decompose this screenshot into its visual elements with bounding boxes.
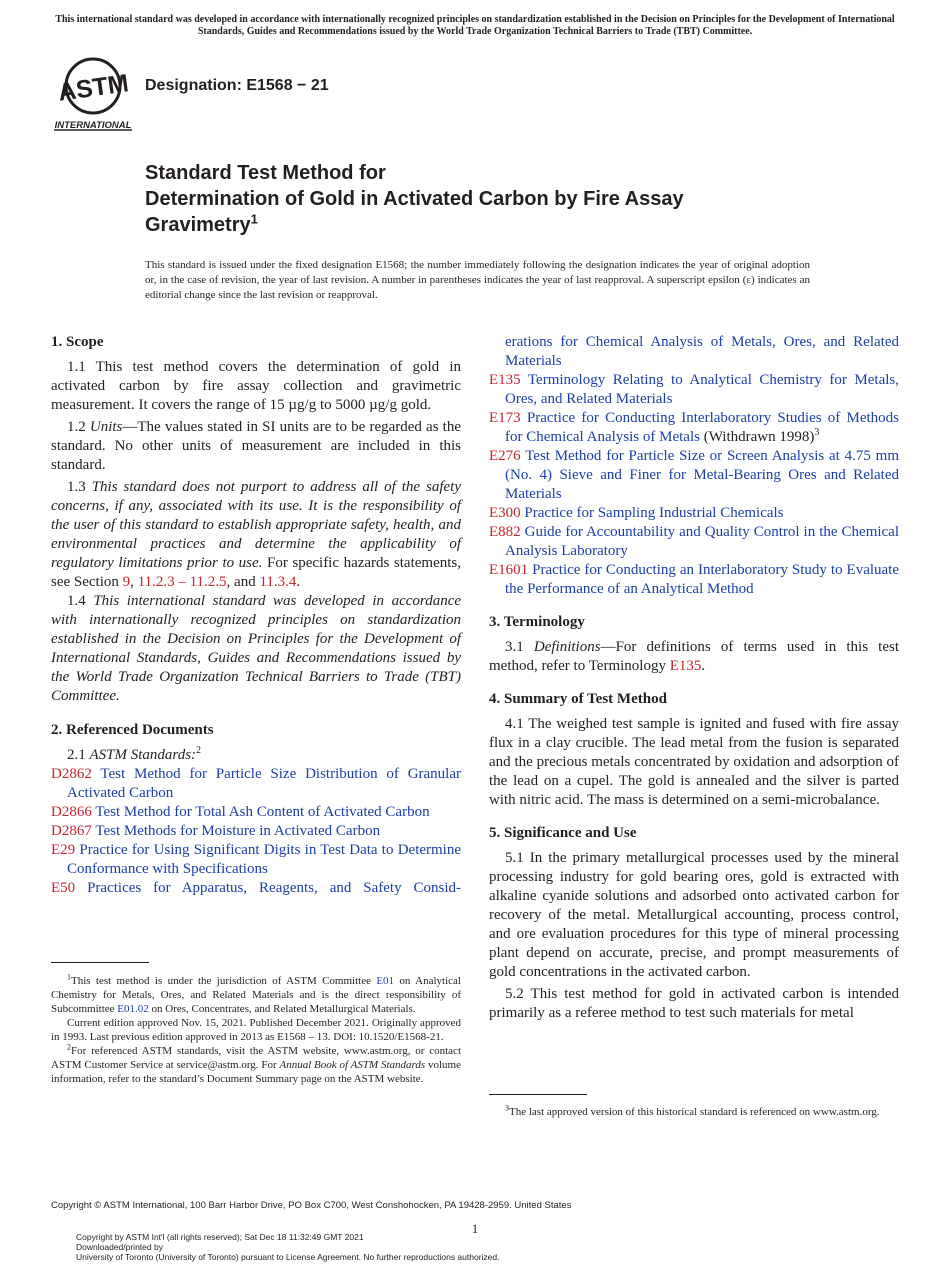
ref-item-e135[interactable] <box>489 371 899 409</box>
footnote-mark-3[interactable]: 3 <box>814 427 820 438</box>
scope-1-3 <box>51 478 461 592</box>
ref-code[interactable]: D2867 <box>51 823 92 839</box>
link-subcommittee-e01-02[interactable]: E01.02 <box>117 1003 149 1015</box>
ref-item-d2867[interactable] <box>51 822 461 841</box>
astm-standards-label <box>51 746 461 765</box>
scope-1-2-em: Units <box>89 419 123 435</box>
ref-sub-num: 2.1 <box>67 747 90 763</box>
title-line-1: Standard Test Method for <box>145 162 386 184</box>
fn1-text-c: on Ores, Concentrates, and Related Metallurgical Materials. <box>148 1003 416 1015</box>
scope-1-4-num: 1.4 <box>67 593 94 609</box>
designation: Designation: E1568 − 21 <box>145 77 329 94</box>
title-line-2: Determination of Gold in Activated Carbon by Fire Assay <box>145 188 684 210</box>
left-footnotes <box>51 974 461 1086</box>
fn2-em: Annual Book of ASTM Standards <box>279 1059 426 1071</box>
fn1-text-a: This test method is under the jurisdiction of ASTM Committee <box>71 975 377 987</box>
ref-title[interactable]: Practice for Using Significant Digits in Test Data to Determine Conformance with Specifications <box>67 842 462 877</box>
ref-title[interactable]: Test Methods for Moisture in Activated Carbon <box>95 823 381 839</box>
ref-withdrawn-note: (Withdrawn 1998) <box>699 429 815 445</box>
fn3-text: The last approved version of this historical standard is referenced on www.astm.org. <box>509 1106 880 1118</box>
scope-1-4-em: This international standard was developed in accordance with internationally recognized principles on standardization established in the Decision on Principles for the Development of International Standards, Guides and Recommendations issued by the World Trade Organization Technical Barriers to Trade (TBT) Committee. <box>51 593 462 704</box>
link-section-11-3-4[interactable]: 11.3.4 <box>259 574 297 590</box>
fn2-mark: 2 <box>67 1042 71 1052</box>
ref-item-d2866[interactable] <box>51 803 461 822</box>
issue-note: This standard is issued under the fixed designation E1568; the number immediately following the designation indicates the year of original adoption or, in the case of revision, the year of last revision. A number in parentheses indicates the year of last reapproval. A superscript epsilon (ε) indicates an editorial change since the last revision or reapproval. <box>145 259 810 301</box>
copyright-line: Copyright © ASTM International, 100 Barr Harbor Drive, PO Box C700, West Conshohocken, PA 19428-2959. United States <box>51 1200 572 1211</box>
title-footnote-mark[interactable]: 1 <box>250 211 258 227</box>
referenced-heading: 2. Referenced Documents <box>51 722 214 738</box>
ref-title[interactable]: Practice for Conducting an Interlaboratory Study to Evaluate the Performance of an Analytical Method <box>505 562 900 597</box>
ref-title-part-2[interactable]: erations for Chemical Analysis of Metals, Ores, and Related Materials <box>505 334 899 369</box>
ref-title[interactable]: Test Method for Particle Size or Screen Analysis at 4.75 mm (No. 4) Sieve and Finer for Metal-Bearing Ores and Related Materials <box>505 448 899 502</box>
ref-code[interactable]: D2862 <box>51 766 92 782</box>
significance-5-2: 5.2 This test method for gold in activated carbon is intended primarily as a referee method to test such materials for metal <box>489 986 899 1021</box>
footnote-3 <box>489 1105 899 1119</box>
license-line-1: Copyright by ASTM Int'l (all rights reserved); Sat Dec 18 11:32:49 GMT 2021 <box>76 1232 364 1242</box>
footnote-mark-2[interactable]: 2 <box>196 745 202 756</box>
title-line-3-text: Gravimetry <box>145 214 251 236</box>
footnote-rule-right <box>489 1094 587 1095</box>
scope-1-2 <box>51 418 461 475</box>
significance-heading: 5. Significance and Use <box>489 825 637 841</box>
link-section-11-2[interactable]: 11.2.3 – 11.2.5 <box>137 574 227 590</box>
scope-1-1: 1.1 This test method covers the determination of gold in activated carbon by fire assay collection and gravimetric measurement. It covers the range of 15 µg/g to 5000 µg/g gold. <box>51 359 461 413</box>
license-line-2: Downloaded/printed by <box>76 1242 163 1252</box>
title-line-3 <box>145 212 684 238</box>
right-column <box>489 333 899 1023</box>
scope-heading: 1. Scope <box>51 334 104 350</box>
link-section-9[interactable]: 9 <box>122 574 131 590</box>
ref-item-e882[interactable] <box>489 523 899 561</box>
footnote-2 <box>51 1044 461 1086</box>
scope-1-3-text: For specific hazards statements, see Section <box>51 555 461 590</box>
terminology-heading: 3. Terminology <box>489 614 585 630</box>
ref-title[interactable]: Terminology Relating to Analytical Chemistry for Metals, Ores, and Related Materials <box>505 372 899 407</box>
fn1-mark: 1 <box>67 972 71 982</box>
ref-code[interactable]: D2866 <box>51 804 92 820</box>
ref-title[interactable]: Practice for Sampling Industrial Chemicals <box>524 505 784 521</box>
ref-title-part-1[interactable]: Practices for Apparatus, Reagents, and Safety Consid- <box>87 880 462 896</box>
ref-item-e29[interactable] <box>51 841 461 879</box>
scope-1-2-text: —The values stated in SI units are to be regarded as the standard. No other units of measurement are included in this standard. <box>51 419 461 473</box>
approval-note: Current edition approved Nov. 15, 2021. Published December 2021. Originally approved in 1993. Last previous edition approved in 2013 as E1568 – 13. DOI: 10.1520/E1568-21. <box>51 1017 461 1043</box>
footnote-rule <box>51 962 149 963</box>
right-footnotes <box>489 1105 899 1119</box>
significance-5-1: 5.1 In the primary metallurgical processes used by the mineral processing industry for gold bearing ores, gold is extracted with alkaline cyanide solutions and adsorbed onto activated carbon for recovery of the metal. Metallurgical accounting, process control, and ore evaluation procedures for this type of mineral processing plant depend on accurate, precise, and prompt measurements of gold concentrations in the activated carbon. <box>489 850 899 980</box>
ref-code[interactable]: E276 <box>489 448 521 464</box>
ref-code[interactable]: E29 <box>51 842 76 858</box>
fn3-mark: 3 <box>505 1103 509 1113</box>
fn2-text-a: For referenced ASTM standards, visit the ASTM website, www.astm.org, or contact ASTM Customer Service at service@astm.org. For <box>51 1045 461 1071</box>
sep: , and <box>226 574 260 590</box>
ref-code[interactable]: E50 <box>51 880 76 896</box>
logo-caption: INTERNATIONAL <box>54 120 132 131</box>
link-e135[interactable]: E135 <box>669 658 702 674</box>
ref-code[interactable]: E1601 <box>489 562 529 578</box>
ref-item-d2862[interactable] <box>51 765 461 803</box>
ref-code[interactable]: E300 <box>489 505 521 521</box>
page-number: 1 <box>471 1221 479 1236</box>
ref-item-e50-cont[interactable] <box>489 333 899 371</box>
ref-item-e1601[interactable] <box>489 561 899 599</box>
ref-sub-em: ASTM Standards: <box>89 747 197 763</box>
ref-title[interactable]: Guide for Accountability and Quality Control in the Chemical Analysis Laboratory <box>505 524 900 559</box>
ref-item-e276[interactable] <box>489 447 899 504</box>
ref-item-e300[interactable] <box>489 504 899 523</box>
term-text: —For definitions of terms used in this test method, refer to Terminology <box>489 639 900 674</box>
summary-heading: 4. Summary of Test Method <box>489 691 667 707</box>
astm-logo <box>52 56 134 132</box>
sep: , <box>130 574 138 590</box>
term-num: 3.1 <box>505 639 534 655</box>
ref-code[interactable]: E173 <box>489 410 521 426</box>
fn1-text-b: on Analytical Chemistry for Metals, Ores, and Related Materials and is the direct responsibility of Subcommittee <box>51 975 461 1015</box>
fn2-text-b: volume information, refer to the standard’s Document Summary page on the ASTM website. <box>51 1059 461 1085</box>
left-column <box>51 333 461 898</box>
ref-title[interactable]: Test Method for Total Ash Content of Activated Carbon <box>95 804 430 820</box>
license-line-3: University of Toronto (University of Toronto) pursuant to License Agreement. No further reproductions authorized. <box>76 1252 500 1262</box>
page-title <box>145 160 684 238</box>
ref-code[interactable]: E135 <box>489 372 521 388</box>
top-notice: This international standard was developed in accordance with internationally recognized principles on standardization established in the Decision on Principles for the Development of International Standards, Guides and Recommendations issued by the World Trade Organization Technical Barriers to Trade (TBT) Committee. <box>55 14 895 37</box>
link-committee-e01[interactable]: E01 <box>376 975 395 987</box>
scope-1-2-num: 1.2 <box>67 419 90 435</box>
logo-letters: ASTM <box>56 69 131 107</box>
license-block <box>76 1232 500 1262</box>
ref-item-e173[interactable] <box>489 409 899 447</box>
term-em: Definitions <box>533 639 601 655</box>
ref-title[interactable]: Test Method for Particle Size Distribution of Granular Activated Carbon <box>67 766 462 801</box>
scope-1-3-em: This standard does not purport to address all of the safety concerns, if any, associated with its use. It is the responsibility of the user of this standard to establish appropriate safety, health, and environmental practices and determine the applicability of regulatory limitations prior to use. <box>51 479 462 571</box>
period: . <box>296 574 301 590</box>
scope-1-4 <box>51 592 461 706</box>
summary-4-1: 4.1 The weighed test sample is ignited and fused with fire assay flux in a clay crucible. The lead metal from the fusion is separated and the precious metals concentrated by oxidation and adsorption of the lead on a cupel. The gold is annealed and the silver is parted with nitric acid. The mass is determined on a semi-microbalance. <box>489 716 899 808</box>
ref-title[interactable]: Practice for Conducting Interlaboratory Studies of Methods for Chemical Analysis of Metals <box>505 410 899 445</box>
ref-code[interactable]: E882 <box>489 524 521 540</box>
footnote-1 <box>51 974 461 1016</box>
ref-item-e50[interactable] <box>51 879 461 898</box>
scope-1-3-num: 1.3 <box>67 479 92 495</box>
terminology-3-1 <box>489 638 899 676</box>
period: . <box>701 658 706 674</box>
